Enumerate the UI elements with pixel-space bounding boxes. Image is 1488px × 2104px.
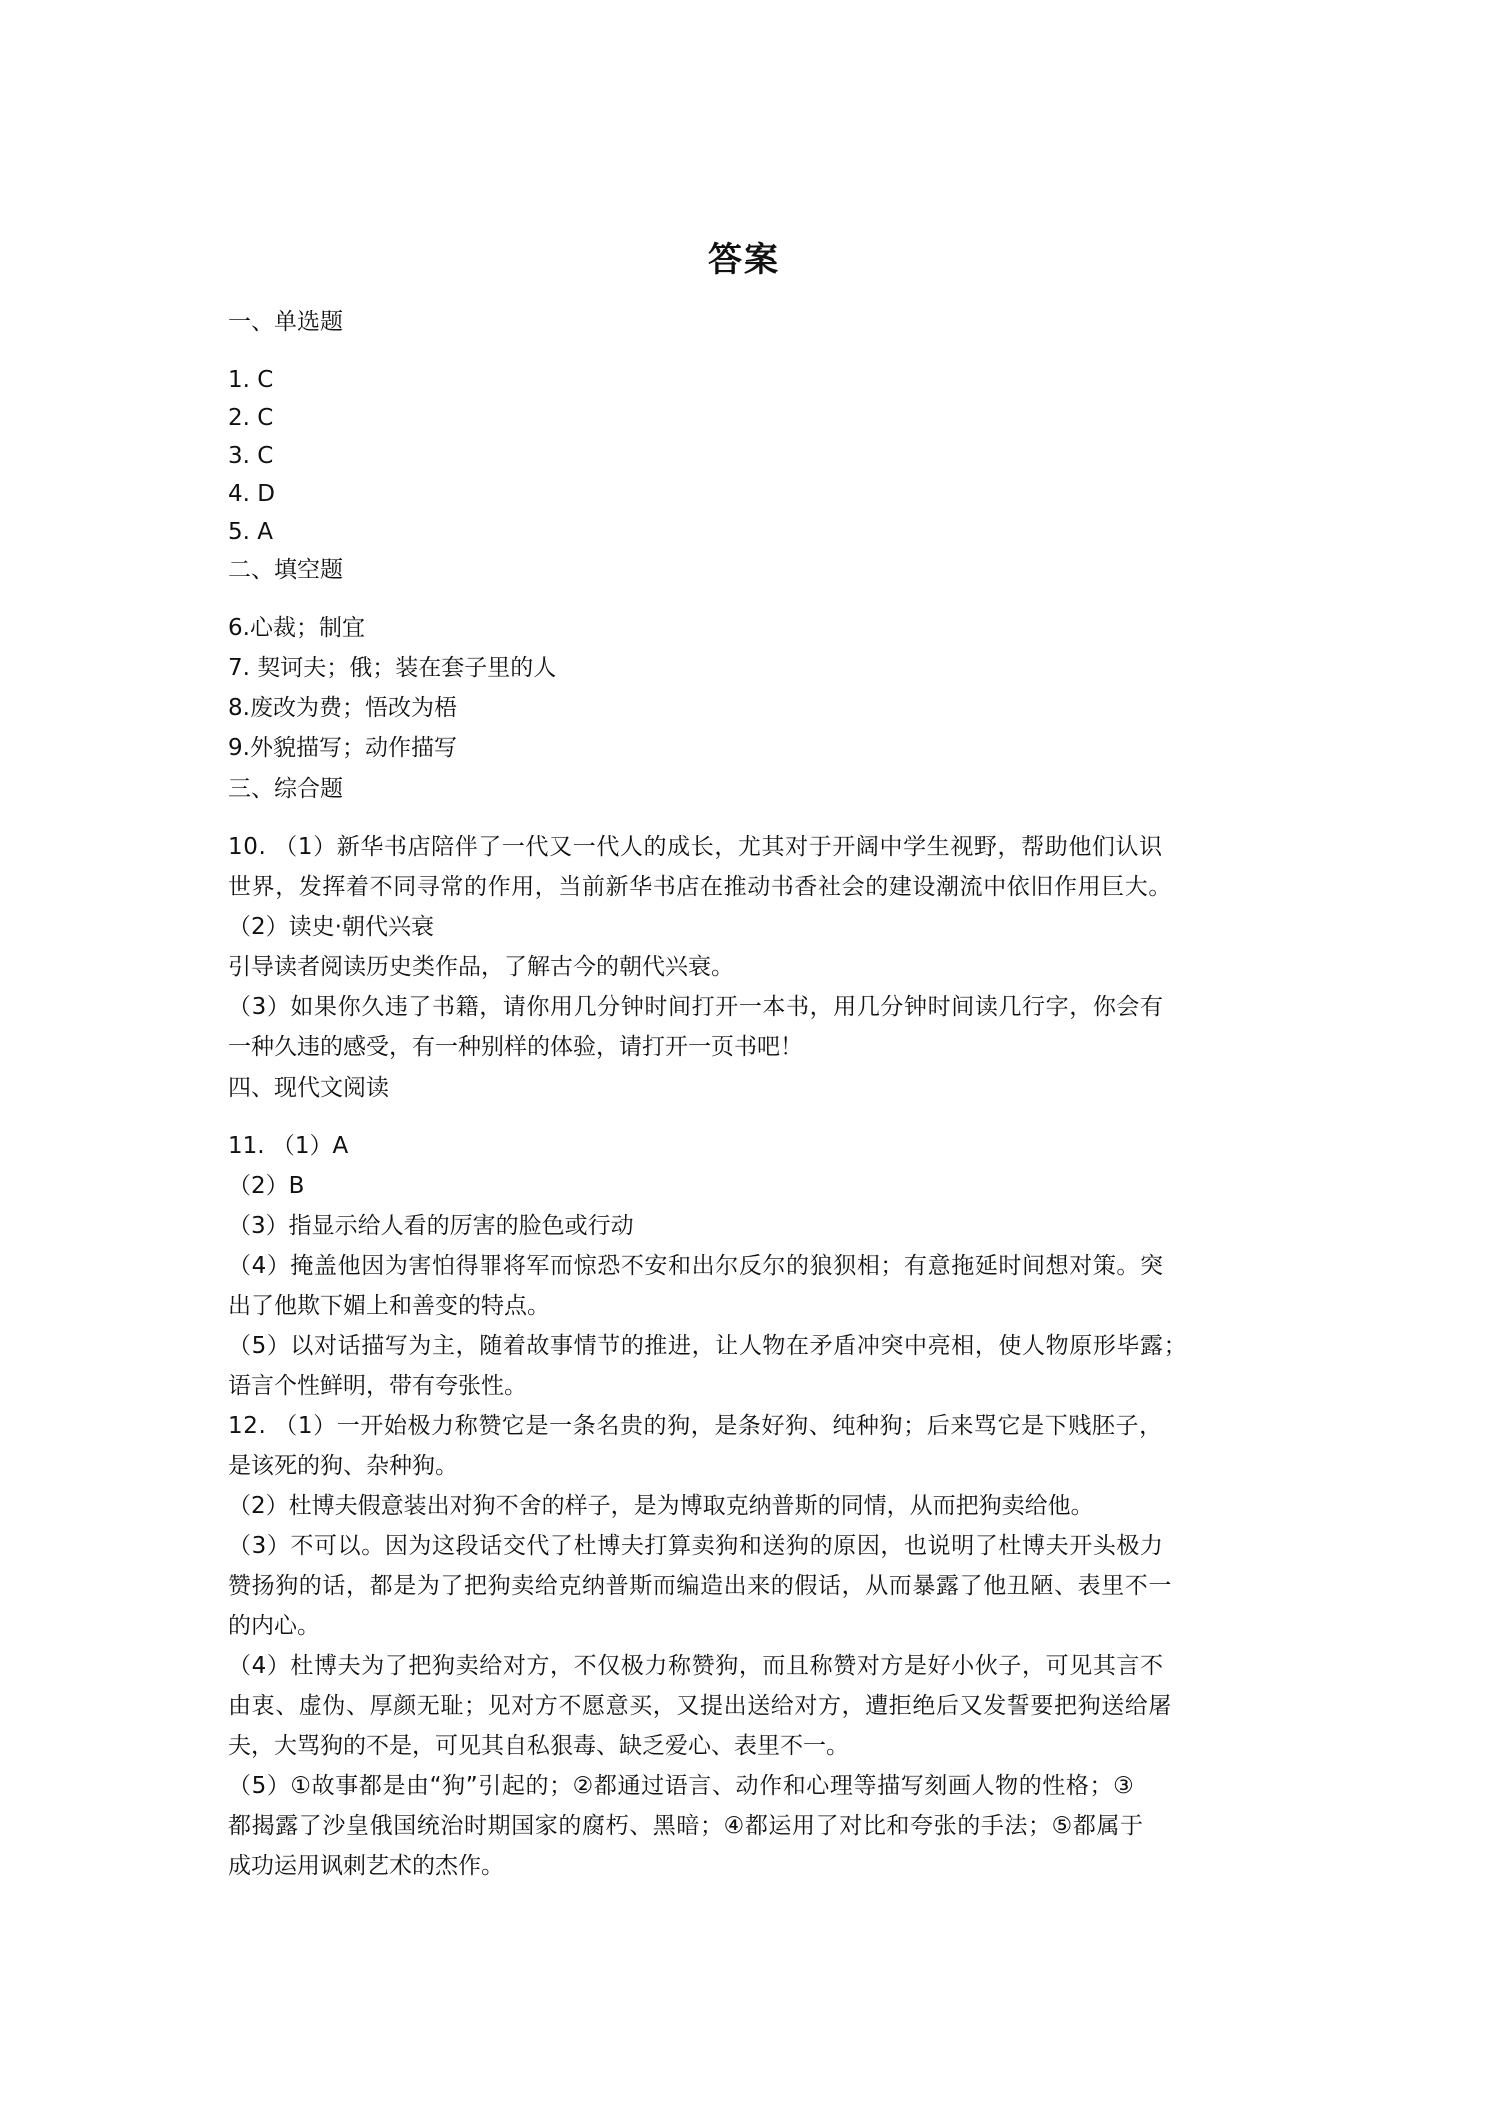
answer-line: 11. （1）A — [228, 1133, 349, 1159]
answer-line: （4）杜博夫为了把狗卖给对方，不仅极力称赞狗，而且称赞对方是好小伙子，可见其言不 — [228, 1653, 1164, 1679]
answer-line: 10. （1）新华书店陪伴了一代又一代人的成长，尤其对于开阔中学生视野，帮助他们认识 — [228, 834, 1163, 860]
section-heading-modern-reading: 四、现代文阅读 — [228, 1075, 389, 1101]
answer-line: 8.废改为费；悟改为梧 — [228, 695, 457, 721]
answer-line: 5. A — [228, 519, 273, 545]
page-title: 答案 — [708, 240, 780, 280]
answer-line: 夫，大骂狗的不是，可见其自私狠毒、缺乏爱心、表里不一。 — [228, 1733, 849, 1759]
answer-line: 成功运用讽刺艺术的杰作。 — [228, 1853, 504, 1879]
answer-line: （4）掩盖他因为害怕得罪将军而惊恐不安和出尔反尔的狼狈相；有意拖延时间想对策。突 — [228, 1253, 1164, 1279]
answer-line: 1. C — [228, 367, 274, 393]
answer-line: 4. D — [228, 481, 275, 507]
answer-line: 6.心裁；制宜 — [228, 615, 365, 641]
answer-line: 是该死的狗、杂种狗。 — [228, 1453, 458, 1479]
answer-line: （5）以对话描写为主，随着故事情节的推进，让人物在矛盾冲突中亮相，使人物原形毕露； — [228, 1333, 1188, 1359]
answer-line: （2）杜博夫假意装出对狗不舍的样子，是为博取克纳普斯的同情，从而把狗卖给他。 — [228, 1493, 1094, 1519]
answer-line: 的内心。 — [228, 1613, 320, 1639]
answer-line: 7. 契诃夫；俄；装在套子里的人 — [228, 655, 557, 681]
answer-line: （3）如果你久违了书籍，请你用几分钟时间打开一本书，用几分钟时间读几行字，你会有 — [228, 994, 1164, 1020]
answer-line: 由衷、虚伪、厚颜无耻；见对方不愿意买，又提出送给对方，遭拒绝后又发誓要把狗送给屠 — [228, 1693, 1172, 1719]
section-heading-single-choice: 一、单选题 — [228, 309, 343, 335]
answer-line: 3. C — [228, 443, 274, 469]
answer-line: （3）不可以。因为这段话交代了杜博夫打算卖狗和送狗的原因，也说明了杜博夫开头极力 — [228, 1533, 1164, 1559]
answer-line: 赞扬狗的话，都是为了把狗卖给克纳普斯而编造出来的假话，从而暴露了他丑陋、表里不一 — [228, 1573, 1172, 1599]
answer-line: 2. C — [228, 405, 274, 431]
answer-line: 出了他欺下媚上和善变的特点。 — [228, 1293, 550, 1319]
answer-line: 都揭露了沙皇俄国统治时期国家的腐朽、黑暗；④都运用了对比和夸张的手法；⑤都属于 — [228, 1813, 1144, 1839]
answer-line: 引导读者阅读历史类作品，了解古今的朝代兴衰。 — [228, 954, 734, 980]
answer-line: 12. （1）一开始极力称赞它是一条名贵的狗，是条好狗、纯种狗；后来骂它是下贱胚子， — [228, 1413, 1163, 1439]
answer-line: 语言个性鲜明，带有夸张性。 — [228, 1373, 527, 1399]
answer-line: （5）①故事都是由“狗”引起的；②都通过语言、动作和心理等描写刻画人物的性格；③ — [228, 1773, 1135, 1799]
answer-line: 9.外貌描写；动作描写 — [228, 735, 457, 761]
section-heading-fill-blank: 二、填空题 — [228, 557, 343, 583]
answer-line: （2）读史·朝代兴衰 — [228, 914, 434, 940]
answer-line: （2）B — [228, 1173, 305, 1199]
answer-line: 一种久违的感受，有一种别样的体验，请打开一页书吧！ — [228, 1034, 803, 1060]
answer-line: （3）指显示给人看的厉害的脸色或行动 — [228, 1213, 634, 1239]
answer-line: 世界，发挥着不同寻常的作用，当前新华书店在推动书香社会的建设潮流中依旧作用巨大。 — [228, 874, 1172, 900]
section-heading-comprehensive: 三、综合题 — [228, 776, 343, 802]
